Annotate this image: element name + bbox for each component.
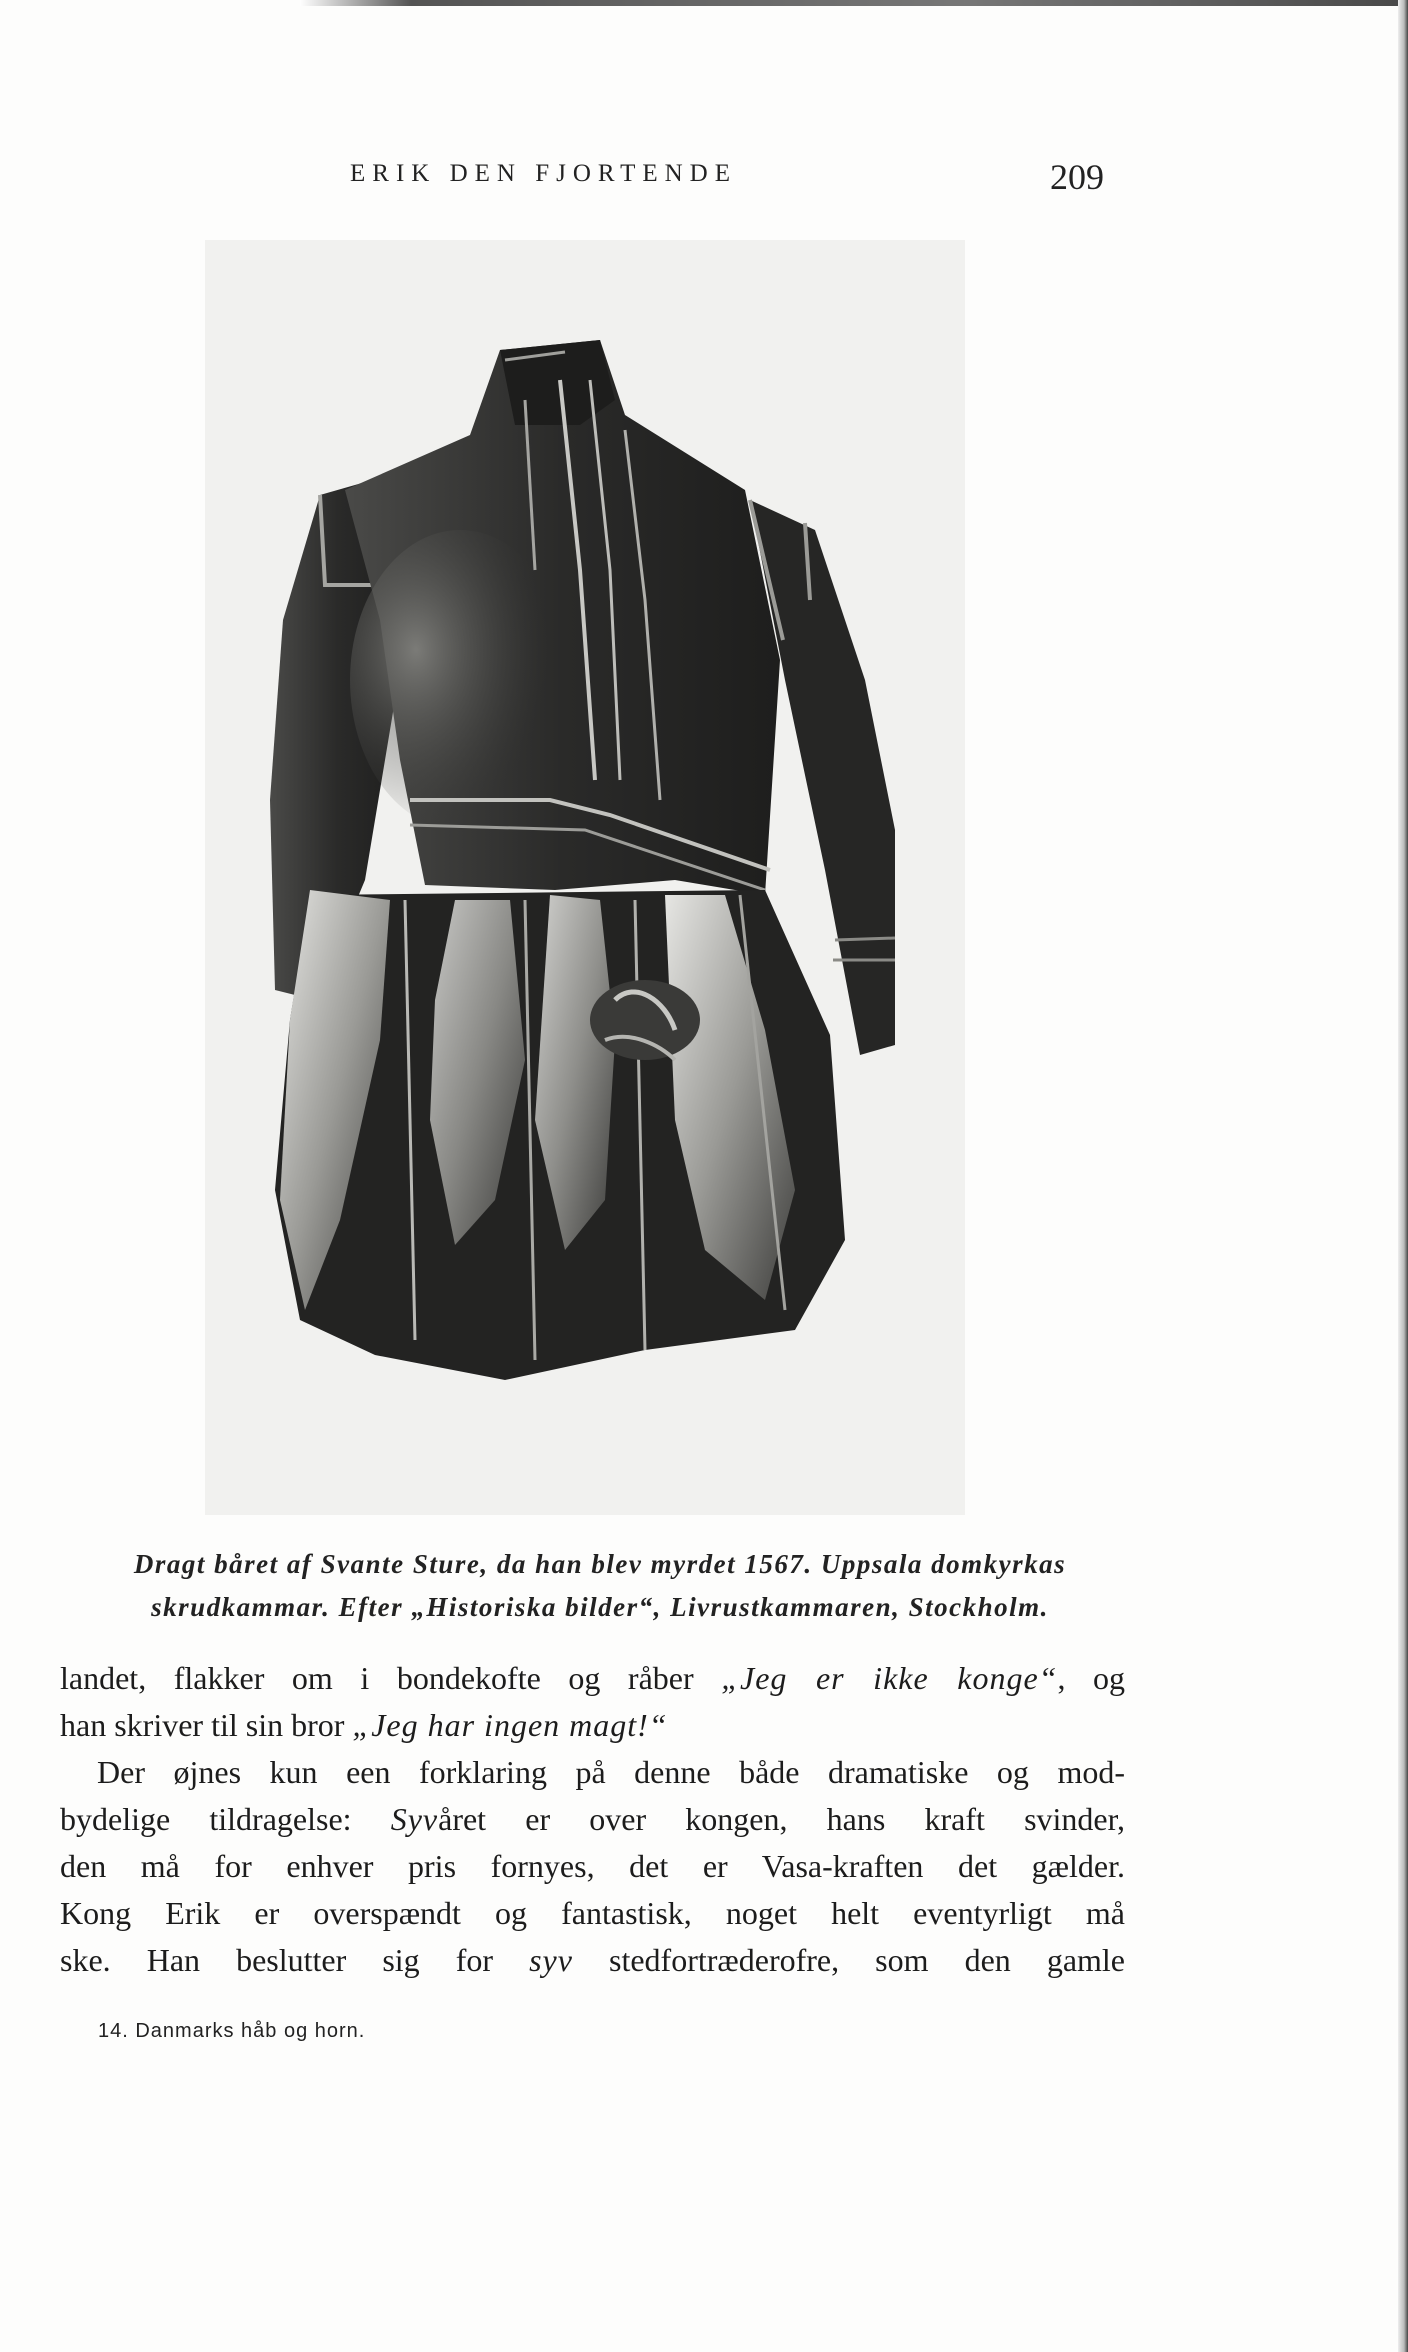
page-number: 209 <box>1050 157 1104 197</box>
emphasis-syv: Syv <box>390 1801 439 1837</box>
body-text <box>60 1655 1125 1984</box>
page-top-edge <box>300 0 1408 6</box>
caption-line-1: Dragt båret af Svante Sture, da han blev myrdet 1567. Uppsala domkyrkas <box>133 1549 1067 1579</box>
emphasis-syv-2: syv <box>529 1942 573 1978</box>
body-line-3: Der øjnes kun een forklaring på denne både dramatiske og mod- <box>97 1754 1125 1790</box>
running-head: ERIK DEN FJORTENDE <box>350 160 737 187</box>
body-line-1: landet, flakker om i bondekofte og råber „Jeg er ikke konge“, og <box>60 1660 1125 1696</box>
quote-jeg-er-ikke-konge: „Jeg er ikke konge“ <box>721 1660 1058 1696</box>
body-line-5: den må for enhver pris fornyes, det er Vasa-kraften det gælder. <box>60 1848 1125 1884</box>
page-right-edge <box>1398 0 1408 2352</box>
figure-caption <box>60 1543 1140 1629</box>
body-line-7: ske. Han beslutter sig for syv stedfortræderofre, som den gamle <box>60 1942 1126 1978</box>
body-line-4: bydelige tildragelse: Syvåret er over kongen, hans kraft svinder, <box>60 1801 1125 1837</box>
garment-photo <box>205 240 965 1515</box>
body-line-6: Kong Erik er overspændt og fantastisk, noget helt eventyrligt må <box>60 1895 1125 1931</box>
printer-signature: 14. Danmarks håb og horn. <box>98 2020 366 2042</box>
quote-jeg-har-ingen-magt: „Jeg har ingen magt!“ <box>352 1707 668 1743</box>
body-line-2: han skriver til sin bror „Jeg har ingen magt!“ <box>60 1707 668 1743</box>
caption-line-2: skrudkammar. Efter „Historiska bilder“, Livrustkammaren, Stockholm. <box>151 1592 1049 1622</box>
